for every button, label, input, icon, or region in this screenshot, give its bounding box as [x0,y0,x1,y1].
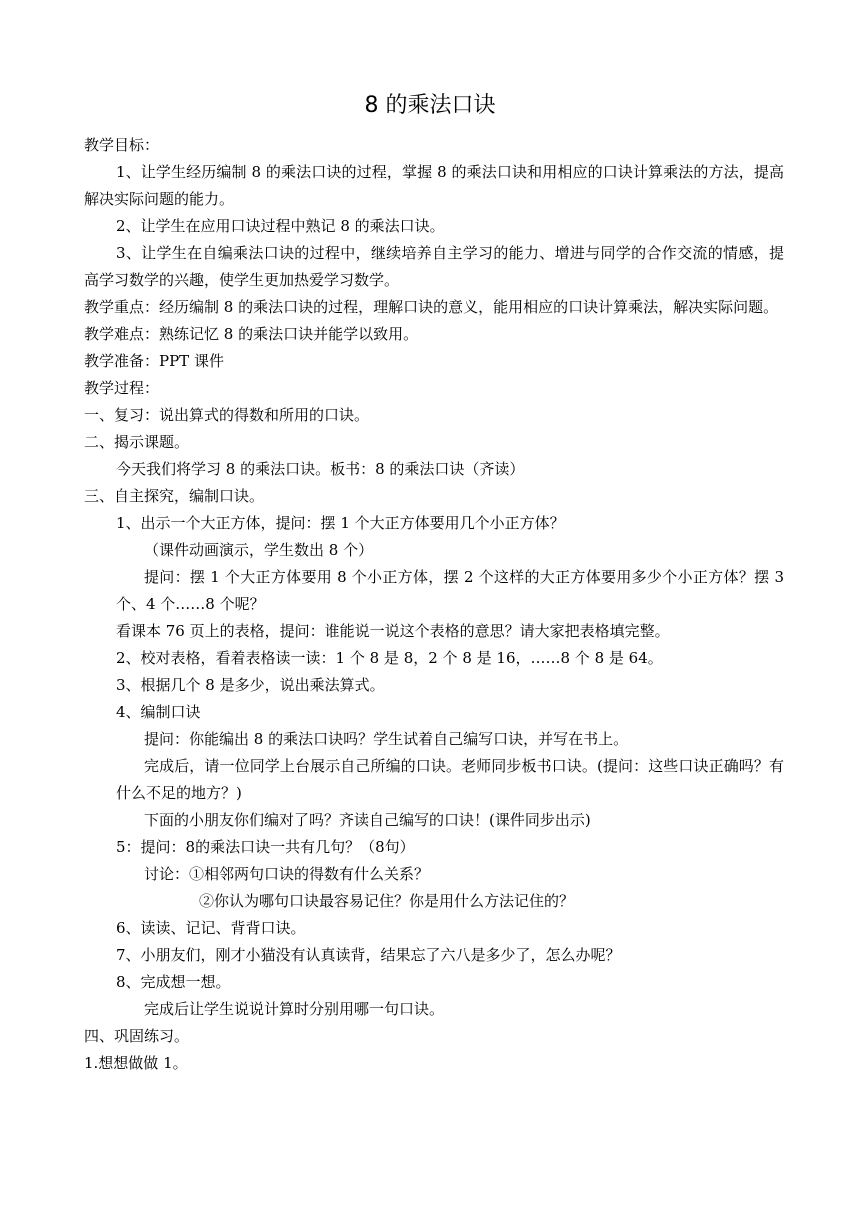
key-point: 教学重点：经历编制 8 的乘法口诀的过程，理解口诀的意义，能用相应的口诀计算乘法，解决实际问题。 [84,298,779,316]
explore-5-discuss-2: ②你认为哪句口诀最容易记住？你是用什么方法记住的？ [199,892,575,910]
objective-1: 1、让学生经历编制 8 的乘法口诀的过程，掌握 8 的乘法口诀和用相应的口诀计算乘法的方法，提高解决实际问题的能力。 [84,163,784,208]
document-title: 8 的乘法口诀 [364,93,496,118]
explore-1-note: （课件动画演示，学生数出 8 个） [144,541,374,559]
explore-4-check: 下面的小朋友你们编对了吗？齐读自己编写的口诀！(课件同步出示) [144,811,591,829]
explore-5: 5：提问：8的乘法口诀一共有几句？（8句） [116,838,415,856]
difficulty: 教学难点：熟练记忆 8 的乘法口诀并能学以致用。 [84,325,419,343]
explore-3: 3、根据几个 8 是多少，说出乘法算式。 [116,676,385,694]
step-reveal: 二、揭示课题。 [84,433,190,451]
document-body [84,132,784,1077]
explore-7: 7、小朋友们，刚才小猫没有认真读背，结果忘了六八是多少了，怎么办呢？ [116,946,621,964]
explore-5-discuss: 讨论：①相邻两句口诀的得数有什么关系？ [144,865,430,883]
explore-1: 1、出示一个大正方体，提问：摆 1 个大正方体要用几个小正方体？ [116,514,565,532]
explore-6: 6、读读、记记、背背口诀。 [116,919,306,937]
step-explore: 三、自主探究，编制口诀。 [84,487,265,505]
section-heading: 教学目标： [84,136,160,154]
explore-4: 4、编制口诀 [116,703,201,721]
explore-4-complete: 完成后，请一位同学上台展示自己所编的口诀。老师同步板书口诀。(提问：这些口诀正确吗？有什么不足的地方？) [116,757,784,802]
objective-3: 3、让学生在自编乘法口诀的过程中，继续培养自主学习的能力、增进与同学的合作交流的情感，提高学习数学的兴趣，使学生更加热爱学习数学。 [84,244,784,289]
process-heading: 教学过程： [84,379,160,397]
explore-1-question: 提问：摆 1 个大正方体要用 8 个小正方体，摆 2 个这样的大正方体要用多少个小正方体？摆 3 个、4 个……8 个呢？ [116,568,784,613]
explore-1-table: 看课本 76 页上的表格，提问：谁能说一说这个表格的意思？请大家把表格填完整。 [116,622,670,640]
preparation: 教学准备：PPT 课件 [84,352,224,370]
step-practice: 四、巩固练习。 [84,1027,190,1045]
step-review: 一、复习：说出算式的得数和所用的口诀。 [84,406,370,424]
practice-1: 1.想想做做 1。 [84,1054,188,1072]
explore-4-question: 提问：你能编出 8 的乘法口诀吗？学生试着自己编写口诀，并写在书上。 [144,730,629,748]
reveal-text: 今天我们将学习 8 的乘法口诀。板书：8 的乘法口诀（齐读） [116,460,525,478]
objective-2: 2、让学生在应用口诀过程中熟记 8 的乘法口诀。 [116,217,445,235]
explore-2: 2、校对表格，看着表格读一读：1 个 8 是 8，2 个 8 是 16，……8 个 8 是 64。 [116,649,663,667]
explore-8: 8、完成想一想。 [116,973,231,991]
explore-8-note: 完成后让学生说说计算时分别用哪一句口诀。 [144,1000,445,1018]
